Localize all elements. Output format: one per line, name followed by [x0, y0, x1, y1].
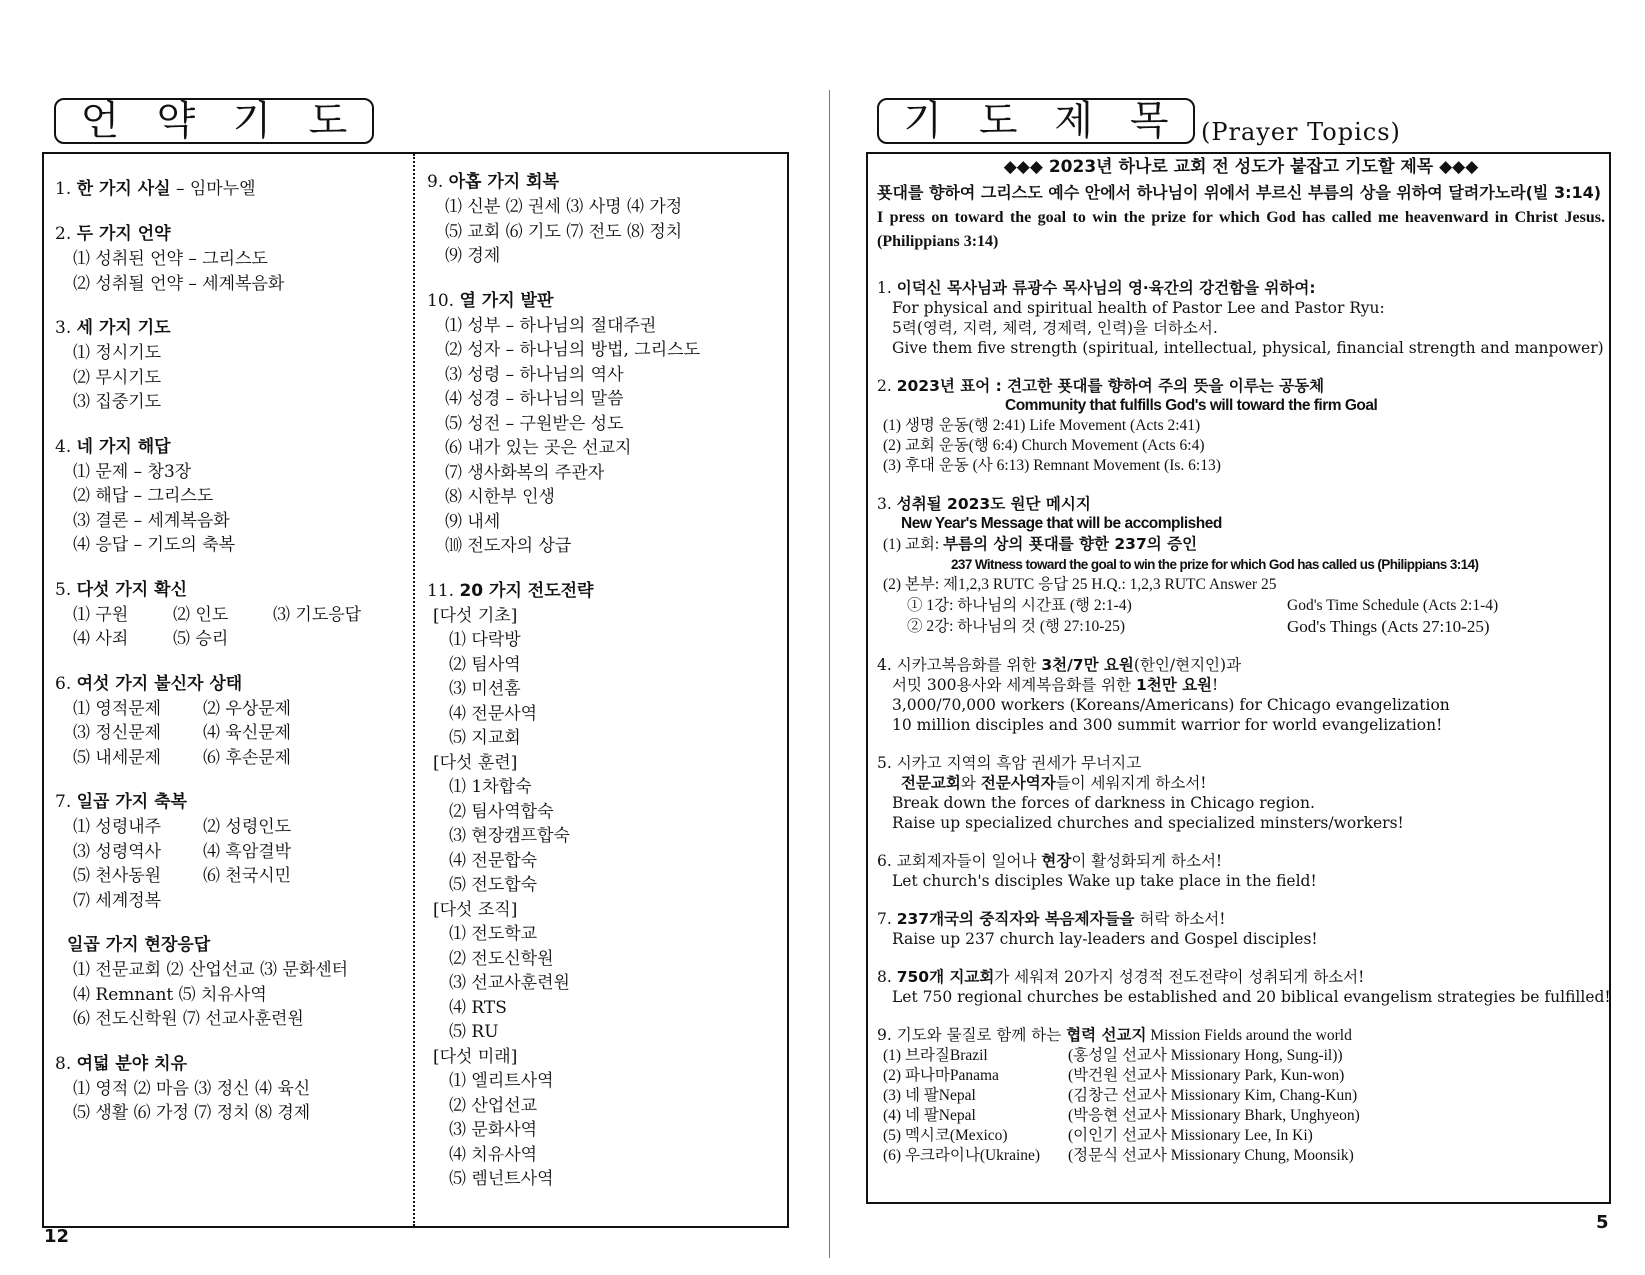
list-item: ⑸ 교회 ⑹ 기도 ⑺ 전도 ⑻ 정치	[445, 221, 683, 242]
topic-line: Break down the forces of darkness in Chicago region.	[892, 794, 1315, 812]
list-item: ⑴ 신분 ⑵ 권세 ⑶ 사명 ⑷ 가정	[445, 197, 683, 217]
mission-missionary: (김창근 선교사 Missionary Kim, Chang-Kun)	[1068, 1087, 1358, 1104]
section-heading	[427, 578, 782, 604]
topic-bold: 237개국의 중직자와 복음제자들을	[896, 910, 1135, 928]
covenant-section	[55, 932, 405, 1032]
list-item: ⑵ 성령인도	[203, 817, 292, 837]
section-heading	[55, 176, 405, 202]
list-item: ⑴ 영적 ⑵ 마음 ⑶ 정신 ⑷ 육신	[73, 1078, 311, 1099]
mission-missionary: (박건원 선교사 Missionary Park, Kun-won)	[1068, 1067, 1345, 1084]
schedule-row	[877, 616, 1605, 637]
mission-row	[877, 1146, 1605, 1166]
section-title: 세 가지 기도	[76, 318, 171, 338]
topic-number: 1.	[877, 279, 892, 297]
mission-row	[877, 1106, 1605, 1126]
covenant-section	[427, 288, 782, 559]
list-item: ⑷ 전문사역	[449, 703, 538, 724]
topic-text: !	[1212, 676, 1219, 694]
list-item: ⑷ Remnant ⑸ 치유사역	[73, 984, 267, 1005]
mission-row	[877, 1046, 1605, 1066]
topic-text: 이 활성화되게 하소서!	[1071, 852, 1223, 870]
section-heading	[55, 221, 405, 247]
list-item: ⑼ 내세	[445, 511, 501, 532]
topic-line: Raise up specialized churches and specialized minsters/workers!	[892, 814, 1404, 832]
list-row	[55, 840, 405, 865]
title-char: 도	[308, 98, 348, 144]
covenant-section	[55, 176, 405, 202]
section-title: 20 가지 전도전략	[459, 580, 594, 601]
topic-number: 7.	[877, 910, 892, 928]
topic-bold: 3천/7만 요원	[1041, 656, 1134, 674]
schedule-kr: ② 2강: 하나님의 것 (행 27:10-25)	[907, 618, 1126, 635]
list-item: ⑵ 성자 – 하나님의 방법, 그리스도	[445, 340, 700, 360]
list-item: ⑸ 전도합숙	[449, 875, 538, 895]
list-item: ⑴ 성부 – 하나님의 절대주권	[445, 315, 657, 336]
topic-number: 6.	[877, 852, 892, 870]
section-title: 열 가지 발판	[459, 290, 554, 311]
list-item: ⑸ 내세문제	[73, 747, 162, 768]
covenant-section	[55, 221, 405, 296]
covenant-section	[55, 1051, 405, 1126]
section-heading	[55, 315, 405, 341]
list-item: ⑶ 성령역사	[73, 841, 162, 862]
section-number: 7.	[55, 792, 77, 812]
strategy-group-label: [다섯 기초]	[433, 605, 518, 626]
list-row	[55, 697, 405, 722]
section-heading	[55, 1051, 405, 1077]
page-number-right: 5	[1596, 1212, 1609, 1233]
section-heading	[55, 789, 405, 815]
section-heading	[427, 169, 782, 195]
list-row	[55, 627, 405, 652]
title-char: 기	[903, 98, 943, 144]
section-number: 11.	[427, 580, 460, 601]
topic-line: 3,000/70,000 workers (Koreans/Americans) for Chicago evangelization	[892, 696, 1450, 714]
list-item: ⑷ 흑암결박	[203, 841, 292, 862]
section-number: 4.	[55, 436, 77, 457]
section-title: 아홉 가지 회복	[448, 172, 559, 192]
left-column-a	[55, 176, 405, 1145]
topic-number: 4.	[877, 656, 892, 674]
list-item: ⑶ 문화사역	[449, 1120, 538, 1140]
topic-text: 교회제자들이 일어나	[896, 852, 1042, 870]
mission-country: (1) 브라질Brazil	[883, 1047, 988, 1064]
topic-text: 가 세워져 20가지 성경적 전도전략이 성취되게 하소서!	[994, 968, 1365, 986]
section-title: 일곱 가지 현장응답	[67, 935, 211, 955]
list-item: ⑹ 천국시민	[203, 866, 292, 886]
topic-bold: 1천만 요원	[1135, 676, 1213, 694]
covenant-section	[55, 315, 405, 415]
list-row	[55, 889, 405, 914]
covenant-section	[55, 434, 405, 558]
mission-missionary: (이인기 선교사 Missionary Lee, In Ki)	[1068, 1127, 1313, 1144]
prayer-topic-3	[877, 494, 1605, 637]
list-item: ⑸ RU	[449, 1022, 499, 1042]
list-item: ⑷ RTS	[449, 997, 507, 1018]
title-char: 기	[232, 98, 272, 144]
section-heading	[55, 577, 405, 603]
section-number: 6.	[55, 673, 77, 694]
list-item: ⑵ 성취될 언약 – 세계복음화	[73, 273, 285, 294]
list-item: ⑶ 미션홈	[449, 679, 521, 699]
list-item: ⑴ 전문교회 ⑵ 산업선교 ⑶ 문화센터	[73, 960, 349, 980]
title-char: 목	[1129, 98, 1169, 144]
list-item: ⑴ 성취된 언약 – 그리스도	[73, 249, 268, 269]
list-row	[55, 721, 405, 746]
list-item: ⑴ 다락방	[449, 630, 521, 650]
section-heading	[55, 932, 405, 958]
list-item: ⑵ 전도신학원	[449, 948, 554, 969]
list-item: ⑶ 집중기도	[73, 392, 162, 412]
message-prefix: (1) 교회:	[883, 536, 944, 553]
list-item: ⑶ 성령 – 하나님의 역사	[445, 364, 624, 385]
list-item: ⑸ 렘넌트사역	[449, 1169, 554, 1189]
list-item: ⑴ 성령내주	[73, 817, 162, 837]
topic-line: 10 million disciples and 300 summit warrior for world evangelization!	[892, 716, 1443, 734]
list-item	[203, 889, 405, 914]
section-title: 네 가지 해답	[76, 436, 171, 457]
topic-title: 이덕신 목사님과 류광수 목사님의 영·육간의 강건함을 위하여:	[896, 279, 1316, 297]
topic-number: 5.	[877, 754, 892, 772]
list-item: ⑵ 산업선교	[449, 1095, 538, 1116]
mission-country: (6) 우크라이나(Ukraine)	[883, 1147, 1041, 1164]
prayer-topic-8	[877, 967, 1611, 1007]
list-item: ⑶ 현장캠프합숙	[449, 826, 570, 846]
list-item: ⑸ 승리	[173, 629, 229, 649]
list-row	[55, 746, 405, 771]
mission-row	[877, 1086, 1605, 1106]
section-title: 한 가지 사실	[76, 179, 171, 199]
mission-country: (2) 파나마Panama	[883, 1067, 999, 1084]
list-item: ⑸ 천사동원	[73, 866, 162, 886]
section-heading	[55, 671, 405, 697]
list-item: ⑷ 육신문제	[203, 723, 292, 743]
list-row	[55, 864, 405, 889]
list-item: ⑺ 생사화복의 주관자	[445, 462, 605, 483]
list-item: ⑴ 1차합숙	[449, 777, 532, 797]
topic-line: Raise up 237 church lay-leaders and Gospel disciples!	[892, 930, 1318, 948]
section-number: 3.	[55, 318, 77, 338]
list-item: ⑵ 팀사역	[449, 654, 521, 675]
covenant-section	[427, 578, 782, 1192]
topic-number: 3.	[877, 495, 892, 513]
topic-number: 9.	[877, 1026, 892, 1044]
topic-title: 2023년 표어 : 견고한 푯대를 향하여 주의 뜻을 이루는 공동체	[896, 377, 1325, 395]
list-item: ⑹ 내가 있는 곳은 선교지	[445, 438, 632, 458]
right-page-title	[877, 98, 1195, 144]
section-suffix: – 임마누엘	[170, 179, 256, 199]
topic-bold: 전문교회	[901, 774, 961, 792]
section-number: 1.	[55, 179, 77, 199]
topic-bold: 750개 지교회	[896, 968, 995, 986]
topic-line: For physical and spiritual health of Pastor Lee and Pastor Ryu:	[892, 299, 1385, 317]
section-title: 두 가지 언약	[76, 224, 171, 244]
section-number: 2.	[55, 224, 77, 244]
topic-text: (한인/현지인)과	[1133, 656, 1242, 674]
topic-text: 들이 세워지게 하소서!	[1055, 774, 1207, 792]
column-divider	[413, 154, 415, 1226]
list-item: ⑹ 후손문제	[203, 747, 292, 768]
topic-subtitle: Community that fulfills God's will toward the firm Goal	[1005, 397, 1378, 414]
list-item: ⑴ 문제 – 창3장	[73, 461, 192, 482]
topic-text: 서밋 300용사와 세계복음화를 위한	[892, 676, 1136, 694]
list-item: ⑼ 경제	[445, 246, 501, 266]
section-number: 5.	[55, 579, 77, 600]
list-row	[55, 603, 405, 628]
topic-title: 성취될 2023도 원단 메시지	[896, 495, 1091, 513]
strategy-group-label: [다섯 훈련]	[433, 752, 518, 773]
prayer-topic-1	[877, 278, 1605, 358]
mission-row	[877, 1066, 1605, 1086]
verse-english: I press on toward the goal to win the prize for which God has called me heavenward in Christ Jesus. (Philippians 3:14)	[877, 209, 1605, 250]
topic-subtitle: New Year's Message that will be accomplished	[901, 515, 1222, 532]
title-char: 도	[978, 98, 1018, 144]
list-item: ⑸ 생활 ⑹ 가정 ⑺ 정치 ⑻ 경제	[73, 1103, 311, 1123]
prayer-header: ◆◆◆ 2023년 하나로 교회 전 성도가 붙잡고 기도할 제목 ◆◆◆	[1003, 157, 1479, 177]
covenant-section	[55, 789, 405, 913]
title-char: 제	[1054, 98, 1094, 144]
topic-bold: 협력 선교지	[1066, 1026, 1147, 1044]
mission-list	[877, 1046, 1605, 1166]
topic-line: Give them five strength (spiritual, intellectual, physical, financial strength and manpower)	[892, 339, 1604, 357]
prayer-topic-6	[877, 851, 1605, 891]
list-item: ⑴ 영적문제	[73, 698, 162, 719]
section-title: 여섯 가지 불신자 상태	[76, 673, 243, 694]
strategy-group-label: [다섯 조직]	[433, 899, 518, 920]
list-item: ⑷ 치유사역	[449, 1144, 538, 1165]
covenant-section	[55, 577, 405, 652]
page-number-left: 12	[44, 1226, 70, 1247]
left-column-b	[427, 169, 782, 1211]
list-item: ⑵ 팀사역합숙	[449, 801, 554, 822]
list-item: ⑷ 성경 – 하나님의 말씀	[445, 389, 624, 409]
list-item: ⑴ 엘리트사역	[449, 1071, 554, 1091]
list-item: ⑶ 결론 – 세계복음화	[73, 510, 230, 531]
schedule-row	[877, 595, 1605, 616]
section-title: 여덟 분야 치유	[76, 1053, 187, 1074]
message-line: (2) 본부: 제1,2,3 RUTC 응답 25 H.Q.: 1,2,3 RUTC Answer 25	[883, 576, 1277, 593]
mission-country: (5) 멕시코(Mexico)	[883, 1127, 1008, 1144]
list-item: ⑷ 응답 – 기도의 축복	[73, 535, 236, 555]
list-item: ⑵ 해답 – 그리스도	[73, 486, 214, 506]
topic-text: Mission Fields around the world	[1146, 1027, 1352, 1044]
list-item: ⑺ 세계정복	[73, 890, 162, 911]
topic-line: 5력(영력, 지력, 체력, 경제력, 인력)을 더하소서.	[892, 319, 1218, 337]
list-item: ⑶ 기도응답	[273, 604, 362, 625]
prayer-topics	[877, 154, 1611, 1166]
mission-missionary: (홍성일 선교사 Missionary Hong, Sung-il))	[1068, 1047, 1343, 1064]
list-row	[55, 815, 405, 840]
list-item: ⑵ 무시기도	[73, 367, 162, 388]
topic-line: (3) 후대 운동 (사 6:13) Remnant Movement (Is. 6:13)	[883, 457, 1221, 474]
topic-text: 시카고복음화를 위한	[896, 656, 1042, 674]
list-item: ⑻ 시한부 인생	[445, 487, 555, 507]
topic-line: Let 750 regional churches be established and 20 biblical evangelism strategies be fulfilled!	[892, 988, 1611, 1006]
list-item: ⑷ 사죄	[73, 629, 129, 649]
list-item: ⑷ 전문합숙	[449, 850, 538, 871]
topic-text: 허락 하소서!	[1134, 910, 1226, 928]
list-item: ⑸ 지교회	[449, 728, 521, 748]
list-item: ⑴ 정시기도	[73, 343, 162, 363]
title-char: 약	[156, 98, 196, 144]
verse-korean: 푯대를 향하여 그리스도 예수 안에서 하나님이 위에서 부르신 부름의 상을 위하여 달려가노라(빌 3:14)	[877, 183, 1602, 202]
schedule-kr: ① 1강: 하나님의 시간표 (행 2:1-4)	[907, 597, 1132, 614]
topic-line: Let church's disciples Wake up take place in the field!	[892, 872, 1317, 890]
topic-number: 8.	[877, 968, 892, 986]
title-char: 언	[80, 98, 120, 144]
left-page-title	[54, 98, 374, 144]
page-spine-divider	[829, 90, 830, 1258]
section-number: 10.	[427, 290, 460, 311]
topic-number: 2.	[877, 377, 892, 395]
covenant-section	[55, 671, 405, 771]
schedule-en: God's Time Schedule (Acts 2:1-4)	[1287, 597, 1499, 614]
topic-bold: 전문사역자	[980, 774, 1056, 792]
list-item: ⑽ 전도자의 상급	[445, 536, 572, 556]
prayer-topic-4	[877, 655, 1605, 735]
strategy-group-label: [다섯 미래]	[433, 1046, 518, 1067]
topic-line: (1) 생명 운동(행 2:41) Life Movement (Acts 2:41)	[883, 417, 1201, 434]
topic-text: 시카고 지역의 흑암 권세가 무너지고	[896, 754, 1142, 772]
list-item: ⑵ 인도	[173, 604, 229, 625]
section-title: 다섯 가지 확신	[76, 579, 187, 600]
list-item: ⑸ 성전 – 구원받은 성도	[445, 413, 624, 434]
topic-text: 기도와 물질로 함께 하는	[896, 1026, 1067, 1044]
prayer-topic-5	[877, 753, 1605, 833]
message-bold: 부름의 상의 푯대를 향한 237의 증인	[943, 535, 1198, 553]
list-item: ⑵ 우상문제	[203, 698, 292, 719]
section-heading	[55, 434, 405, 460]
list-item: ⑹ 전도신학원 ⑺ 선교사훈련원	[73, 1009, 304, 1029]
list-item: ⑴ 전도학교	[449, 924, 538, 944]
list-item: ⑶ 정신문제	[73, 723, 162, 743]
topic-line: (2) 교회 운동(행 6:4) Church Movement (Acts 6:4)	[883, 437, 1205, 454]
section-number: 9.	[427, 172, 449, 192]
mission-row	[877, 1126, 1605, 1146]
mission-missionary: (박응현 선교사 Missionary Bhark, Unghyeon)	[1068, 1107, 1360, 1124]
message-english: 237 Witness toward the goal to win the prize for which God has called us (Philippians 3:14)	[951, 557, 1479, 572]
list-item: ⑶ 선교사훈련원	[449, 973, 570, 993]
list-item	[273, 627, 405, 652]
prayer-topic-2	[877, 376, 1605, 476]
section-number: 8.	[55, 1053, 77, 1074]
topic-text: 와	[960, 774, 981, 792]
mission-country: (4) 네 팔Nepal	[883, 1107, 976, 1124]
mission-country: (3) 네 팔Nepal	[883, 1087, 976, 1104]
prayer-topic-9	[877, 1025, 1605, 1166]
covenant-section	[427, 169, 782, 269]
prayer-topic-7	[877, 909, 1605, 949]
section-title: 일곱 가지 축복	[76, 792, 187, 812]
mission-missionary: (정문식 선교사 Missionary Chung, Moonsik)	[1068, 1147, 1354, 1164]
list-item: ⑴ 구원	[73, 604, 129, 625]
topic-bold: 현장	[1041, 852, 1072, 870]
schedule-en: God's Things (Acts 27:10-25)	[1287, 617, 1490, 636]
right-page-subtitle: (Prayer Topics)	[1201, 118, 1401, 146]
section-heading	[427, 288, 782, 314]
